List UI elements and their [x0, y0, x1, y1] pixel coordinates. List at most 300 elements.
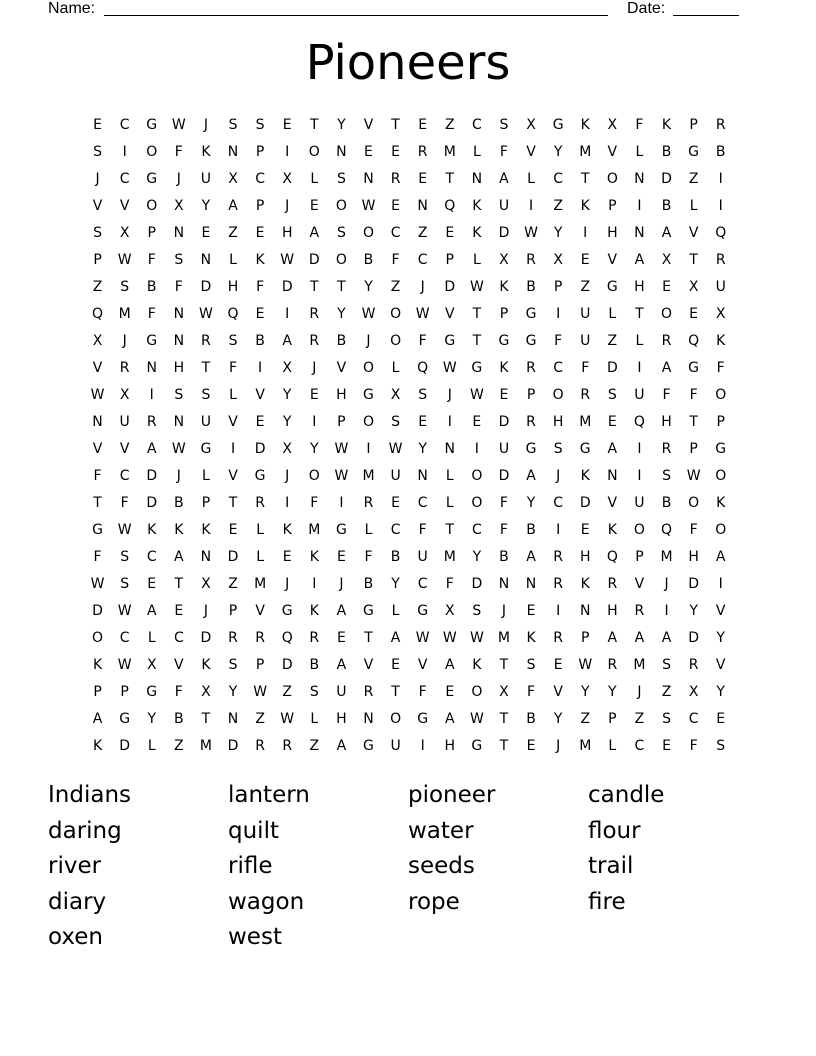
grid-letter: W	[388, 441, 403, 457]
grid-letter: X	[688, 684, 699, 700]
grid-letter: Y	[282, 414, 292, 430]
grid-letter: N	[173, 414, 185, 430]
grid-letter: P	[255, 657, 265, 673]
grid-letter: A	[336, 738, 347, 754]
grid-letter: X	[390, 387, 401, 403]
grid-letter: G	[525, 306, 537, 322]
grid-letter: N	[607, 468, 618, 484]
grid-letter: A	[336, 603, 347, 619]
grid-letter: B	[174, 711, 184, 727]
grid-letter: Y	[716, 684, 725, 700]
grid-letter: G	[92, 522, 103, 538]
grid-letter: J	[285, 576, 290, 592]
grid-letter: V	[336, 360, 347, 376]
grid-letter: D	[688, 576, 699, 592]
grid-letter: N	[173, 225, 185, 241]
grid-letter: S	[120, 279, 130, 295]
grid-row	[84, 598, 735, 625]
grid-letter: M	[633, 657, 646, 673]
grid-letter: G	[146, 117, 158, 133]
grid-letter: G	[417, 711, 429, 727]
grid-letter: R	[607, 576, 618, 592]
grid-letter: S	[309, 684, 319, 700]
grid-letter: O	[633, 522, 645, 538]
grid-letter: W	[415, 630, 430, 646]
grid-letter: D	[688, 630, 699, 646]
grid-letter: M	[660, 549, 673, 565]
grid-letter: M	[308, 522, 321, 538]
grid-letter: F	[310, 495, 319, 511]
grid-letter: I	[528, 198, 534, 214]
grid-letter: P	[255, 144, 265, 160]
grid-letter: I	[474, 441, 479, 457]
word-bank-item: oxen	[48, 924, 103, 951]
grid-letter: A	[661, 630, 672, 646]
grid-row	[84, 436, 735, 463]
grid-letter: K	[309, 549, 319, 565]
grid-letter: Y	[147, 711, 157, 727]
grid-letter: Y	[608, 684, 617, 700]
grid-letter: E	[607, 414, 617, 430]
grid-letter: J	[339, 576, 344, 592]
grid-letter: Z	[174, 738, 184, 754]
grid-letter: E	[499, 387, 509, 403]
word-bank-item: Indians	[48, 782, 132, 808]
grid-letter: L	[391, 360, 400, 376]
grid-row	[84, 355, 735, 382]
grid-letter: W	[469, 630, 484, 646]
grid-letter: E	[282, 117, 292, 133]
grid-letter: J	[176, 468, 181, 484]
grid-letter: G	[363, 387, 374, 403]
grid-letter: A	[526, 468, 536, 484]
grid-letter: Z	[282, 684, 292, 700]
grid-letter: R	[282, 738, 293, 754]
grid-letter: Q	[661, 522, 673, 538]
grid-letter: P	[581, 630, 590, 646]
word-bank-item: quilt	[228, 817, 279, 844]
grid-letter: N	[525, 576, 537, 592]
grid-letter: Z	[580, 711, 591, 727]
grid-row	[84, 166, 735, 193]
grid-letter: W	[442, 630, 457, 646]
grid-letter: W	[90, 576, 105, 592]
grid-letter: Y	[391, 576, 400, 592]
grid-row	[84, 733, 735, 760]
grid-letter: S	[228, 657, 238, 673]
grid-letter: W	[469, 279, 484, 295]
grid-letter: F	[554, 333, 563, 349]
grid-letter: O	[308, 468, 320, 484]
grid-letter: S	[499, 117, 509, 133]
grid-letter: N	[579, 603, 591, 619]
grid-letter: T	[472, 306, 482, 322]
grid-letter: X	[282, 360, 292, 376]
grid-letter: Y	[580, 684, 590, 700]
grid-letter: S	[662, 468, 671, 484]
grid-letter: X	[119, 225, 130, 241]
grid-letter: B	[526, 522, 536, 538]
grid-letter: G	[335, 522, 347, 538]
grid-letter: N	[227, 144, 239, 160]
grid-letter: Y	[201, 198, 211, 214]
grid-letter: A	[499, 171, 509, 187]
word-bank-item: pioneer	[408, 782, 496, 808]
grid-letter: Y	[364, 279, 373, 295]
grid-letter: G	[688, 144, 700, 160]
grid-letter: W	[361, 198, 376, 214]
grid-letter: A	[174, 549, 184, 565]
grid-letter: B	[363, 252, 374, 268]
grid-letter: E	[580, 522, 590, 538]
grid-letter: Z	[309, 738, 320, 754]
grid-letter: S	[716, 738, 726, 754]
grid-letter: S	[201, 387, 211, 403]
grid-letter: S	[418, 387, 428, 403]
grid-letter: J	[122, 333, 127, 349]
word-bank-item: daring	[48, 817, 122, 844]
date-label: Date:	[627, 0, 666, 17]
grid-letter: B	[715, 144, 726, 160]
grid-letter: F	[499, 522, 508, 538]
grid-letter: A	[390, 630, 401, 646]
grid-letter: X	[282, 441, 292, 457]
grid-letter: I	[637, 198, 642, 214]
grid-letter: K	[580, 117, 590, 133]
grid-letter: L	[310, 711, 319, 727]
grid-letter: R	[553, 549, 563, 565]
grid-letter: C	[553, 171, 564, 187]
grid-letter: T	[228, 495, 238, 511]
grid-letter: W	[171, 117, 186, 133]
grid-letter: C	[119, 468, 130, 484]
grid-letter: E	[309, 387, 319, 403]
grid-letter: G	[606, 279, 618, 295]
grid-row	[84, 490, 735, 517]
grid-letter: F	[174, 144, 183, 160]
grid-letter: N	[173, 333, 185, 349]
grid-letter: E	[526, 738, 536, 754]
grid-letter: T	[689, 252, 698, 268]
grid-letter: U	[634, 495, 645, 511]
name-blank-line	[104, 15, 608, 16]
grid-letter: N	[336, 144, 347, 160]
grid-letter: A	[526, 549, 536, 565]
grid-letter: E	[580, 252, 590, 268]
grid-letter: C	[417, 495, 428, 511]
grid-letter: P	[228, 603, 238, 619]
word-bank-item: river	[48, 853, 102, 880]
grid-letter: I	[718, 576, 723, 592]
grid-letter: F	[147, 252, 156, 268]
grid-letter: V	[174, 657, 184, 673]
grid-letter: Q	[606, 549, 618, 565]
grid-letter: Y	[337, 306, 346, 322]
grid-letter: R	[688, 657, 699, 673]
grid-letter: R	[580, 387, 591, 403]
grid-letter: K	[201, 522, 211, 538]
grid-letter: G	[525, 441, 537, 457]
grid-letter: R	[255, 495, 265, 511]
grid-letter: L	[364, 522, 373, 538]
grid-letter: R	[255, 738, 265, 754]
grid-letter: F	[527, 684, 536, 700]
grid-letter: G	[281, 603, 293, 619]
grid-row	[84, 463, 735, 490]
grid-letter: H	[688, 549, 699, 565]
grid-letter: A	[146, 603, 157, 619]
grid-letter: M	[254, 576, 267, 592]
grid-letter: K	[309, 603, 319, 619]
grid-letter: I	[285, 144, 290, 160]
grid-letter: N	[200, 549, 212, 565]
grid-letter: M	[579, 144, 592, 160]
grid-letter: J	[501, 603, 507, 619]
grid-letter: I	[718, 171, 723, 187]
grid-letter: K	[580, 576, 590, 592]
grid-letter: S	[472, 603, 482, 619]
grid-letter: E	[662, 279, 671, 295]
grid-letter: P	[608, 711, 617, 727]
grid-letter: A	[309, 225, 320, 241]
grid-letter: O	[552, 387, 564, 403]
grid-letter: N	[634, 225, 645, 241]
grid-letter: Q	[281, 630, 293, 646]
word-bank-item: wagon	[228, 888, 305, 915]
grid-row	[84, 301, 735, 328]
grid-letter: V	[255, 603, 265, 619]
grid-letter: F	[635, 117, 644, 133]
grid-letter: W	[469, 711, 484, 727]
grid-letter: S	[93, 144, 102, 160]
grid-letter: I	[637, 360, 642, 376]
grid-letter: X	[526, 117, 536, 133]
grid-letter: W	[415, 306, 430, 322]
grid-letter: O	[471, 684, 483, 700]
grid-letter: D	[498, 225, 510, 241]
grid-letter: H	[607, 225, 618, 241]
grid-letter: P	[553, 279, 563, 295]
grid-letter: L	[472, 144, 481, 160]
grid-letter: P	[201, 495, 211, 511]
grid-letter: V	[228, 414, 238, 430]
grid-letter: P	[93, 252, 102, 268]
grid-letter: A	[607, 630, 618, 646]
grid-letter: L	[472, 252, 481, 268]
grid-letter: J	[176, 171, 181, 187]
grid-letter: C	[471, 117, 482, 133]
grid-letter: D	[281, 657, 293, 673]
grid-letter: S	[120, 549, 130, 565]
grid-letter: P	[445, 252, 454, 268]
grid-letter: L	[147, 738, 156, 754]
grid-letter: O	[146, 144, 158, 160]
grid-letter: O	[471, 468, 483, 484]
grid-letter: V	[119, 441, 130, 457]
grid-letter: M	[362, 468, 375, 484]
grid-letter: N	[417, 468, 428, 484]
grid-letter: G	[363, 603, 374, 619]
grid-letter: N	[417, 198, 428, 214]
grid-letter: S	[228, 333, 238, 349]
grid-letter: G	[525, 333, 537, 349]
grid-letter: J	[556, 468, 561, 484]
grid-letter: D	[579, 495, 591, 511]
grid-letter: T	[174, 576, 184, 592]
grid-letter: G	[498, 333, 510, 349]
grid-letter: X	[553, 252, 563, 268]
grid-letter: R	[390, 171, 401, 187]
grid-letter: Z	[228, 576, 238, 592]
grid-letter: S	[174, 252, 184, 268]
grid-letter: C	[553, 360, 564, 376]
grid-letter: Z	[688, 171, 699, 187]
grid-letter: J	[312, 360, 317, 376]
grid-letter: L	[689, 198, 698, 214]
grid-letter: B	[309, 657, 320, 673]
grid-letter: W	[280, 711, 295, 727]
grid-letter: G	[688, 360, 700, 376]
grid-letter: Z	[661, 684, 672, 700]
grid-letter: A	[444, 657, 455, 673]
grid-letter: L	[608, 738, 617, 754]
grid-letter: B	[661, 198, 672, 214]
grid-letter: R	[363, 495, 374, 511]
grid-letter: H	[607, 603, 618, 619]
grid-letter: T	[310, 117, 319, 133]
grid-letter: N	[634, 171, 645, 187]
grid-letter: B	[174, 495, 184, 511]
grid-letter: D	[200, 630, 212, 646]
grid-letter: N	[363, 171, 374, 187]
grid-letter: J	[285, 198, 290, 214]
grid-letter: Z	[255, 711, 265, 727]
grid-letter: Y	[472, 549, 482, 565]
grid-letter: V	[363, 117, 374, 133]
word-bank-item: rifle	[228, 853, 273, 880]
grid-letter: I	[258, 360, 263, 376]
grid-letter: K	[499, 279, 509, 295]
word-bank-item: rope	[408, 888, 460, 915]
grid-letter: J	[203, 603, 208, 619]
grid-letter: C	[417, 252, 428, 268]
grid-letter: T	[445, 522, 455, 538]
grid-letter: B	[526, 279, 536, 295]
grid-letter: C	[471, 522, 482, 538]
grid-letter: D	[227, 738, 239, 754]
grid-letter: C	[119, 117, 130, 133]
grid-letter: D	[444, 279, 456, 295]
grid-letter: V	[715, 603, 726, 619]
grid-letter: F	[581, 360, 590, 376]
grid-letter: X	[715, 306, 726, 322]
grid-letter: G	[200, 441, 212, 457]
grid-letter: F	[174, 684, 183, 700]
grid-letter: R	[255, 630, 265, 646]
grid-row	[84, 112, 735, 139]
grid-letter: I	[556, 603, 561, 619]
grid-letter: Y	[553, 711, 563, 727]
grid-letter: C	[390, 522, 401, 538]
grid-letter: I	[718, 198, 723, 214]
grid-letter: O	[335, 252, 347, 268]
grid-letter: D	[498, 414, 510, 430]
grid-letter: D	[119, 738, 131, 754]
letter-grid	[84, 112, 735, 760]
grid-letter: S	[228, 117, 238, 133]
grid-letter: V	[553, 684, 563, 700]
grid-letter: W	[117, 252, 132, 268]
grid-letter: C	[634, 738, 645, 754]
grid-letter: G	[444, 333, 456, 349]
grid-letter: W	[171, 441, 186, 457]
grid-letter: U	[634, 387, 645, 403]
grid-letter: U	[200, 414, 212, 430]
grid-letter: W	[334, 468, 349, 484]
grid-letter: J	[366, 333, 371, 349]
grid-letter: T	[499, 738, 509, 754]
grid-letter: K	[472, 198, 482, 214]
grid-letter: E	[255, 414, 265, 430]
grid-letter: J	[203, 117, 208, 133]
grid-row	[84, 706, 735, 733]
grid-letter: T	[445, 171, 455, 187]
grid-letter: J	[420, 279, 425, 295]
grid-letter: R	[309, 306, 320, 322]
grid-letter: X	[282, 171, 292, 187]
grid-letter: L	[608, 306, 617, 322]
grid-letter: Z	[580, 279, 591, 295]
word-bank-item: trail	[588, 853, 634, 880]
grid-letter: E	[391, 495, 400, 511]
grid-letter: H	[281, 225, 293, 241]
grid-letter: F	[120, 495, 129, 511]
grid-letter: E	[472, 414, 482, 430]
grid-letter: M	[579, 738, 592, 754]
grid-letter: T	[689, 414, 698, 430]
grid-letter: A	[715, 549, 726, 565]
header-row	[48, 0, 748, 20]
grid-letter: M	[443, 549, 456, 565]
grid-letter: W	[117, 603, 132, 619]
grid-letter: Y	[282, 387, 292, 403]
word-bank-item: flour	[588, 817, 641, 844]
grid-letter: E	[282, 549, 292, 565]
grid-letter: E	[336, 630, 346, 646]
grid-letter: E	[309, 198, 319, 214]
grid-letter: U	[200, 171, 212, 187]
grid-letter: J	[95, 171, 100, 187]
grid-letter: O	[606, 171, 618, 187]
grid-letter: S	[336, 171, 346, 187]
grid-row	[84, 139, 735, 166]
grid-letter: X	[499, 252, 509, 268]
grid-letter: Z	[417, 225, 428, 241]
grid-letter: C	[417, 576, 428, 592]
grid-letter: Y	[228, 684, 238, 700]
grid-letter: Y	[337, 117, 346, 133]
grid-letter: X	[499, 684, 509, 700]
grid-letter: X	[201, 684, 211, 700]
grid-letter: K	[201, 657, 211, 673]
grid-letter: D	[92, 603, 103, 619]
grid-letter: X	[661, 252, 672, 268]
grid-letter: V	[607, 495, 618, 511]
grid-letter: V	[526, 144, 536, 160]
grid-letter: P	[608, 198, 617, 214]
grid-row	[84, 382, 735, 409]
grid-letter: L	[527, 171, 535, 187]
